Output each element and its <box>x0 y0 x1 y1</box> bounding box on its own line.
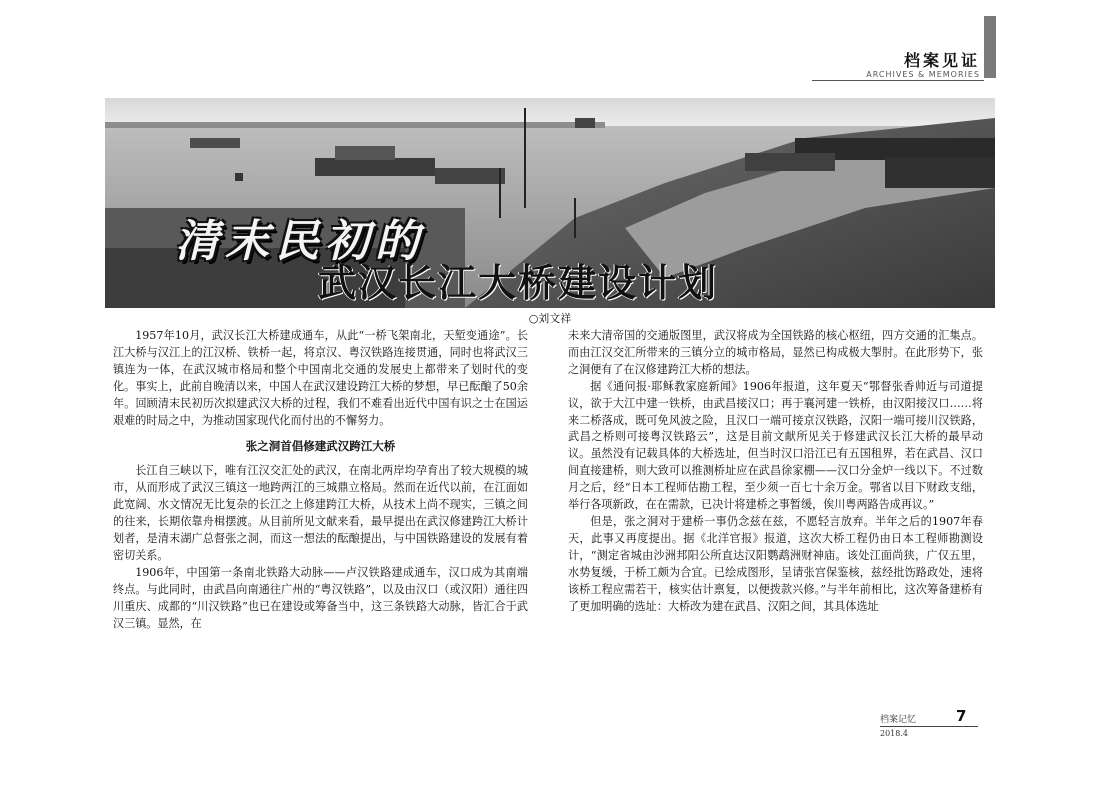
section-heading: 张之洞首倡修建武汉跨江大桥 <box>245 439 396 454</box>
page-number: 7 <box>956 707 967 725</box>
section-title: 档案见证 <box>903 51 980 70</box>
article-left-column <box>113 328 528 632</box>
article-title-line-2: 武汉长江大桥建设计划 <box>318 261 719 305</box>
footer-journal-name: 档案记忆 <box>880 715 917 725</box>
paragraph: 但是，张之洞对于建桥一事仍念兹在兹，不愿轻言放弃。半年之后的1907年春天，此事又再度提出。据《北洋官报》报道，这次大桥工程仍由日本工程师勘测设计，“测定省城由沙洲邦阳公所直达汉阳鹦鹉洲财神庙。该处江面尚狭，广仅五里，水势复缓，于桥工颇为合宜。已绘成图形，呈请张宫保鉴核，兹经批饬路政处，速将该桥工程应需若干，核实估计禀复，以便拨款兴修。”与半年前相比，这次筹备建桥有了更加明确的选址：大桥改为建在武昌、汉阳之间，其具体选址 <box>568 514 983 613</box>
paragraph: 1906年，中国第一条南北铁路大动脉——卢汉铁路建成通车，汉口成为其南端终点。与此同时，由武昌向南通往广州的“粤汉铁路”，以及由汉口（或汉阳）通往四川重庆、成都的“川汉铁路”也已在建设或筹备当中，这三条铁路大动脉，皆汇合于武汉三镇。显然，在 <box>113 565 528 630</box>
paragraph: 据《通问报·耶稣教家庭新闻》1906年报道，这年夏天“鄂督张香帅近与司道提议，欲于大江中建一铁桥，由武昌接汉口；再于襄河建一铁桥，由汉阳接汉口……将来二桥落成，既可免风波之险，且汉口一端可接京汉铁路，汉阳一端可接川汉铁路，武昌之桥则可接粤汉铁路云”，这是目前文献所见关于修建武汉长江大桥的最早动议。虽然没有记载具体的大桥选址，但当时汉口沿江已有五国租界，若在武昌、汉口间直接建桥，则大致可以推测桥址应在武昌徐家棚——汉口分金炉一线以下。不过数月之后，经“日本工程师估勘工程，至少须一百七十余万金。鄂省以目下财政支绌，举行各项新政，在在需款，已决计将建桥之事暂缓，俟川粤两路告成再议。” <box>568 379 983 512</box>
section-subtitle: ARCHIVES & MEMORIES <box>866 70 980 79</box>
article-author: ○刘文祥 <box>528 312 572 325</box>
paragraph-continued: 未来大清帝国的交通版图里，武汉将成为全国铁路的核心枢纽，四方交通的汇集点。而由江汉交汇所带来的三镇分立的城市格局，显然已构成极大掣肘。在此形势下，张之洞便有了在汉修建跨江大桥的想法。 <box>568 329 983 376</box>
article-right-column <box>568 328 983 615</box>
paragraph: 1957年10月，武汉长江大桥建成通车，从此“一桥飞架南北，天堑变通途”。长江大桥与汉江上的江汉桥、铁桥一起，将京汉、粤汉铁路连接贯通，同时也将武汉三镇连为一体，在武汉城市格局和整个中国南北交通的发展史上都带来了划时代的变化。事实上，此前自晚清以来，中国人在武汉建设跨江大桥的梦想，早已酝酿了50余年。回顾清末民初历次拟建武汉大桥的过程，我们不难看出近代中国有识之士在国运艰难的时局之中，为推动国家现代化而付出的不懈努力。 <box>113 329 528 427</box>
page-edge-bar <box>984 16 996 78</box>
footer-rule <box>880 726 978 727</box>
article-title-line-1: 清末民初的 <box>175 216 425 267</box>
paragraph: 长江自三峡以下，唯有江汉交汇处的武汉，在南北两岸均孕育出了较大规模的城市，从而形成了武汉三镇这一地跨两江的三城鼎立格局。然而在近代以前，在江面如此宽阔、水文情况无比复杂的长江之上修建跨江大桥，从技术上尚不现实，三镇之间的往来，长期依靠舟楫摆渡。从目前所见文献来看，最早提出在武汉修建跨江大桥计划者，是清末湖广总督张之洞，而这一想法的酝酿提出，与中国铁路建设的发展有着密切关系。 <box>113 464 528 562</box>
footer-issue: 2018.4 <box>880 729 908 738</box>
header-rule <box>812 80 984 81</box>
